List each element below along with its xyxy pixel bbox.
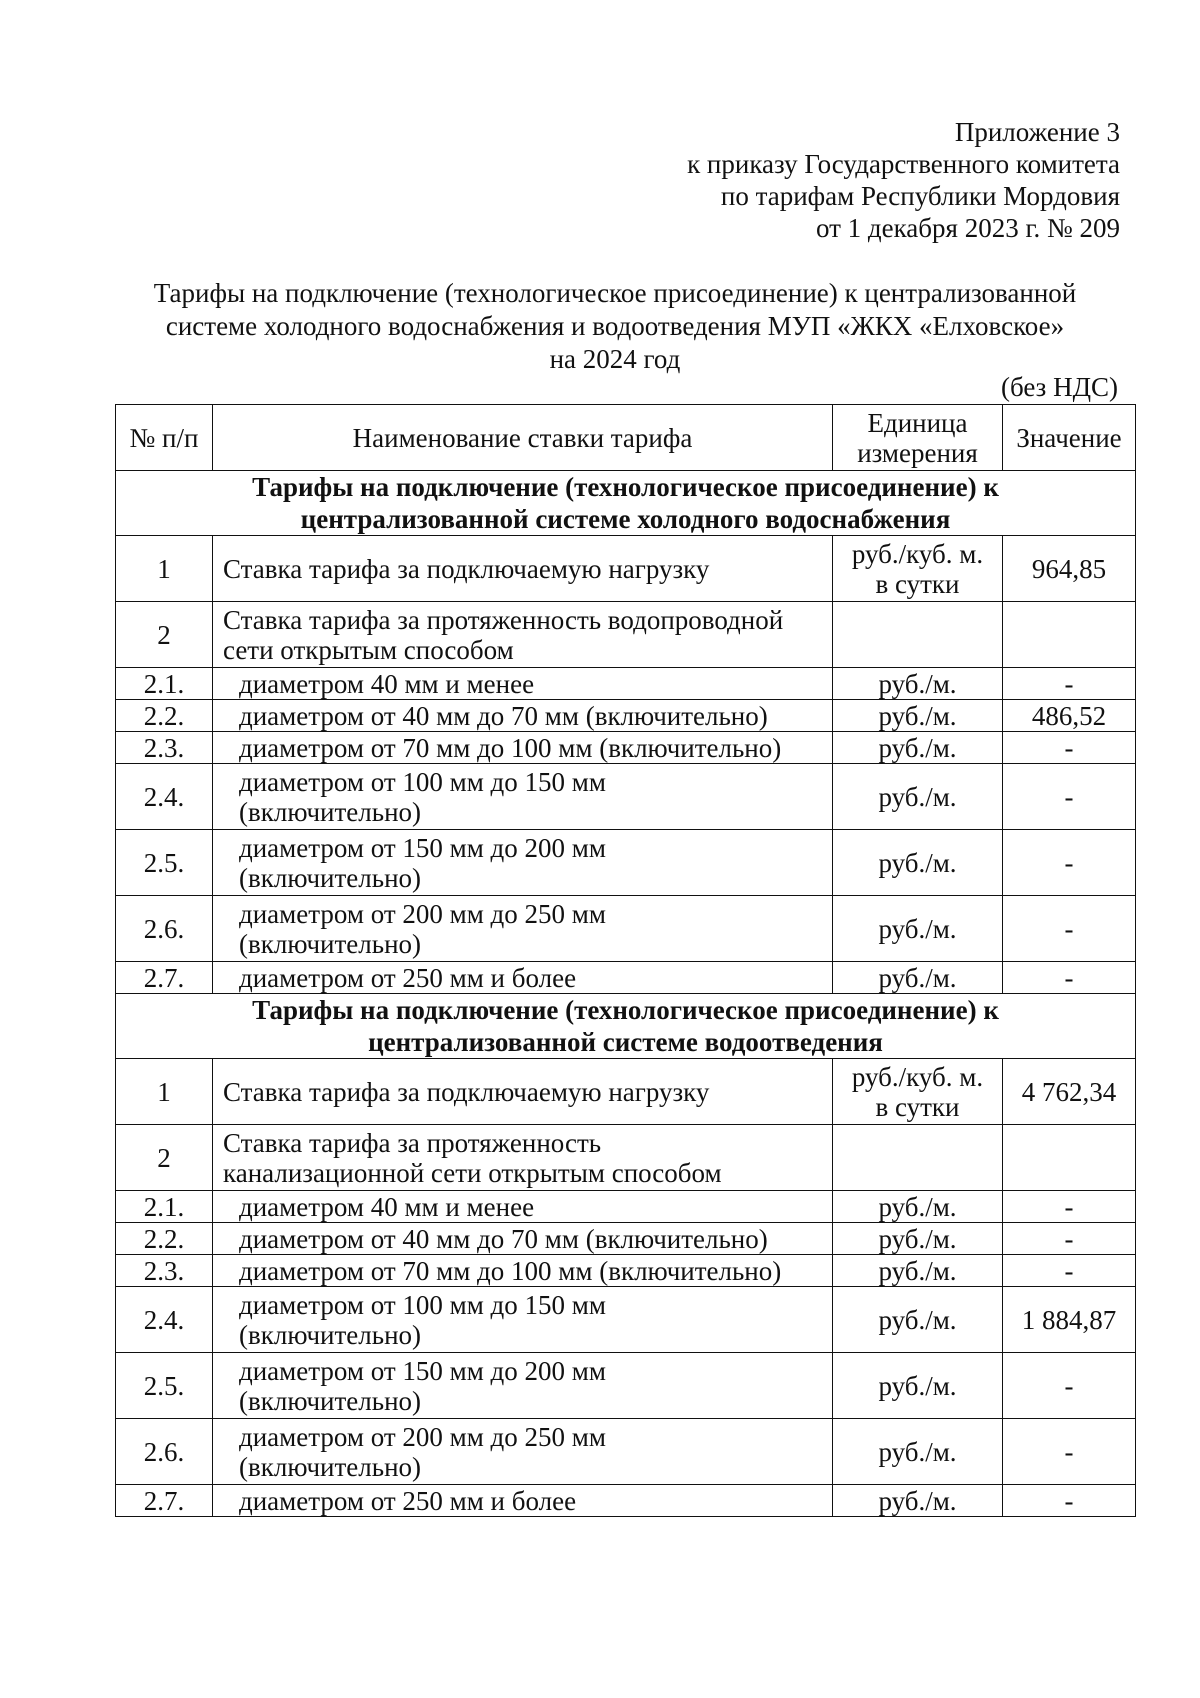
committee-name: по тарифам Республики Мордовия <box>720 181 1120 211</box>
table-row: 2 Ставка тарифа за протяженность канализационной сети открытым способом <box>116 1125 1136 1191</box>
column-header-unit: Единица измерения <box>833 405 1003 471</box>
appendix-number: Приложение 3 <box>954 117 1120 147</box>
vat-note: (без НДС) <box>1000 372 1118 402</box>
table-row: 2.3. диаметром от 70 мм до 100 мм (включительно) руб./м. - <box>116 732 1136 764</box>
column-header-number: № п/п <box>116 405 213 471</box>
table-row: 2.2. диаметром от 40 мм до 70 мм (включительно) руб./м. - <box>116 1223 1136 1255</box>
table-row: 2.4. диаметром от 100 мм до 150 мм (включительно) руб./м. - <box>116 764 1136 830</box>
table-row: 2.1. диаметром 40 мм и менее руб./м. - <box>116 668 1136 700</box>
table-row: 2.2. диаметром от 40 мм до 70 мм (включительно) руб./м. 486,52 <box>116 700 1136 732</box>
table-row: 2.3. диаметром от 70 мм до 100 мм (включительно) руб./м. - <box>116 1255 1136 1287</box>
table-row: 2.5. диаметром от 150 мм до 200 мм (включительно) руб./м. - <box>116 830 1136 896</box>
table-row: 1 Ставка тарифа за подключаемую нагрузку руб./куб. м. в сутки 964,85 <box>116 536 1136 602</box>
table-row: 2.1. диаметром 40 мм и менее руб./м. - <box>116 1191 1136 1223</box>
table-row: 2.4. диаметром от 100 мм до 150 мм (включительно) руб./м. 1 884,87 <box>116 1287 1136 1353</box>
order-reference: к приказу Государственного комитета <box>687 149 1120 179</box>
appendix-header <box>687 116 1120 244</box>
title-line-1: Тарифы на подключение (технологическое присоединение) к централизованной <box>153 278 1077 308</box>
table-row: 2.6. диаметром от 200 мм до 250 мм (включительно) руб./м. - <box>116 896 1136 962</box>
order-date: от 1 декабря 2023 г. № 209 <box>815 213 1120 243</box>
table-header-row <box>116 405 1136 471</box>
section-heading-sewerage: Тарифы на подключение (технологическое присоединение) к централизованной системе водоотведения <box>116 994 1136 1059</box>
section-heading-water-supply: Тарифы на подключение (технологическое присоединение) к централизованной системе холодного водоснабжения <box>116 471 1136 536</box>
table-row: 2.7. диаметром от 250 мм и более руб./м. - <box>116 1485 1136 1517</box>
table-row: 2.7. диаметром от 250 мм и более руб./м. - <box>116 962 1136 994</box>
title-line-3: на 2024 год <box>549 344 681 374</box>
table-row: 2.5. диаметром от 150 мм до 200 мм (включительно) руб./м. - <box>116 1353 1136 1419</box>
column-header-value: Значение <box>1003 405 1136 471</box>
column-header-name: Наименование ставки тарифа <box>213 405 833 471</box>
table-row: 2.6. диаметром от 200 мм до 250 мм (включительно) руб./м. - <box>116 1419 1136 1485</box>
table-row: 2 Ставка тарифа за протяженность водопроводной сети открытым способом <box>116 602 1136 668</box>
table-row: 1 Ставка тарифа за подключаемую нагрузку руб./куб. м. в сутки 4 762,34 <box>116 1059 1136 1125</box>
title-line-2: системе холодного водоснабжения и водоотведения МУП «ЖКХ «Елховское» <box>165 311 1065 341</box>
tariff-table <box>115 404 1136 1517</box>
document-title <box>100 277 1130 376</box>
